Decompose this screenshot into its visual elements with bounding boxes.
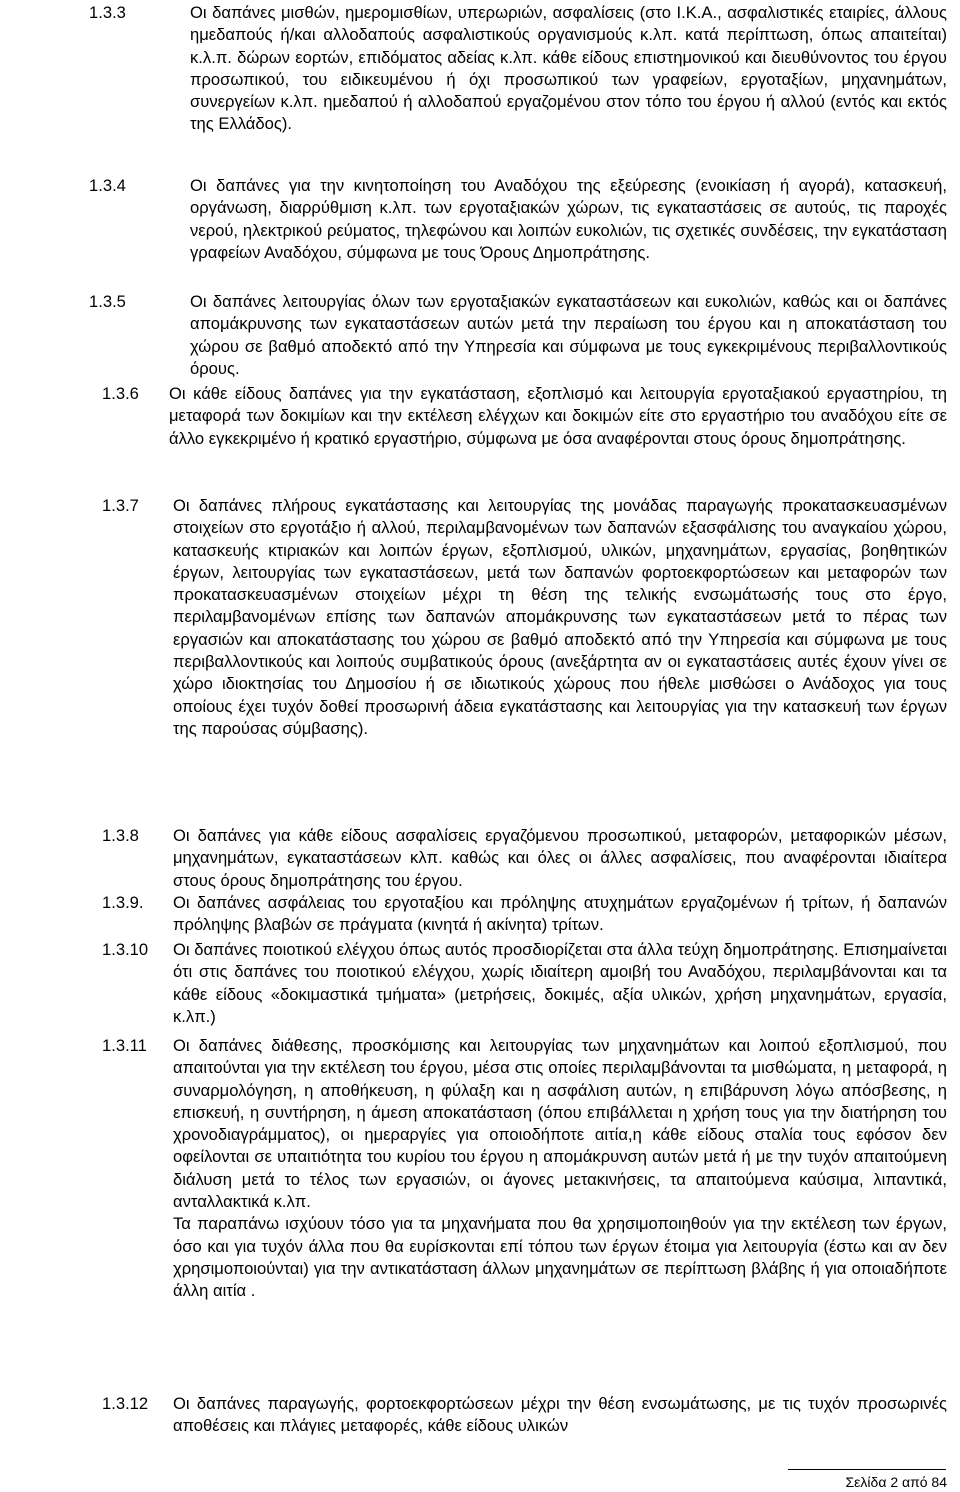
clause-text: Οι δαπάνες ασφάλειας του εργοταξίου και πρόληψης ατυχημάτων εργαζομένων ή τρίτων, ή δαπανών πρόληψης βλαβών σε πράγματα (κινητά ή ακίνητα) τρίτων. xyxy=(173,893,947,935)
clause-number: 1.3.8 xyxy=(102,826,139,845)
clause-text: Οι δαπάνες για την κινητοποίηση του Αναδόχου της εξεύρεσης (ενοικίαση ή αγορά), κατασκευή, οργάνωση, διαρρύθμιση κ.λπ. των εργοταξιακών χώρων, τις εγκαταστάσεις σε αυτούς, τις παροχές νερού, ηλεκτρικού ρεύματος, τηλεφώνου και λοιπών ευκολιών, τις σχετικές συνδέσεις, την εγκατάσταση γραφείων Αναδόχου, σύμφωνα με τους Όρους Δημοπράτησης. xyxy=(190,176,947,262)
clause-number: 1.3.7 xyxy=(102,496,139,515)
clause-text: Οι δαπάνες διάθεσης, προσκόμισης και λειτουργίας των μηχανημάτων και λοιπού εξοπλισμού, που απαιτούνται για την εκτέλεση του έργου, μέσα στις οποίες περιλαμβάνονται τα μισθώματα, η μεταφορά, η συναρμολόγηση, η αποθήκευση, η φύλαξη και η ασφάλιση αυτών, η επιβάρυνση λόγω απόσβεσης, η επισκευή, η συντήρηση, η άμεση αποκατάσταση (όπου επιβάλλεται η χρήση τους για την διατήρηση του χρονοδιαγράμματος), οι ημεραργίες για οποιοδήποτε αιτία,η κάθε είδους σταλία τους εφόσον δεν οφείλονται σε υπαιτιότητα του κυρίου του έργου η απομάκρυνση αυτών μετά ή με την τυχόν απαιτούμενη διάλυση μετά το τέλος των εργασιών, οι άγονες μετακινήσεις, τα απαιτούμενα καύσιμα, λιπαντικά, ανταλλακτικά κ.λπ. Τα παραπάνω ισχύουν τόσο για τα μηχανήματα που θα χρησιμοποιηθούν για την εκτέλεση των έργων, όσο και για τυχόν άλλα που θα ευρίσκονται επί τόπου των έργων έτοιμα για λειτουργία (έστω και αν δεν χρησιμοποιούνται) για την αντικατάσταση άλλων μηχανημάτων σε περίπτωση βλάβης ή για οποιαδήποτε άλλη αιτία . xyxy=(173,1036,947,1301)
clause-text: Οι δαπάνες λειτουργίας όλων των εργοταξιακών εγκαταστάσεων και ευκολιών, καθώς και οι δαπάνες απομάκρυνσης των εγκαταστάσεων αυτών μετά την περαίωση του έργου και η αποκατάσταση του χώρου σε βαθμό αποδεκτό από την Υπηρεσία και σύμφωνα με τους εγκεκριμένους περιβαλλοντικούς όρους. xyxy=(190,292,947,378)
footer-divider xyxy=(788,1469,946,1470)
clause-number: 1.3.12 xyxy=(102,1394,149,1413)
clause-number: 1.3.3 xyxy=(89,3,126,22)
clause-number: 1.3.6 xyxy=(102,384,139,403)
clause-text: Οι δαπάνες ποιοτικού ελέγχου όπως αυτός προσδιορίζεται στα άλλα τεύχη δημοπράτησης. Επισημαίνεται ότι στις δαπάνες του ποιοτικού ελέγχου, χωρίς ιδιαίτερη αμοιβή του Αναδόχου, περιλαμβάνονται και τα κάθε είδους «δοκιμαστικά τμήματα» (μετρήσεις, δοκιμές, αξία υλικών, χρήση μηχανημάτων, εργασία, κ.λπ.) xyxy=(173,940,947,1026)
clause-text: Οι δαπάνες παραγωγής, φορτοεκφορτώσεων μέχρι την θέση ενσωμάτωσης, με τις τυχόν προσωρινές αποθέσεις και πλάγιες μεταφορές, κάθε είδους υλικών xyxy=(173,1394,947,1436)
clause-text: Οι δαπάνες για κάθε είδους ασφαλίσεις εργαζόμενου προσωπικού, μεταφορών, μεταφορικών μέσων, μηχανημάτων, εγκαταστάσεων κλπ. καθώς και όλες οι άλλες ασφαλίσεις, που αναφέρονται ιδιαίτερα στους όρους δημοπράτησης του έργου. xyxy=(173,826,947,890)
clause-number: 1.3.4 xyxy=(89,176,126,195)
clause-number: 1.3.10 xyxy=(102,940,149,959)
clause-text: Οι δαπάνες μισθών, ημερομισθίων, υπερωριών, ασφαλίσεις (στο Ι.Κ.Α., ασφαλιστικές εταιρίες, άλλους ημεδαπούς ή/και αλλοδαπούς ασφαλιστικούς οργανισμούς κ.λπ. κατά περίπτωση, όπως απαιτείται) κ.λ.π. δώρων εορτών, επιδόματος αδείας κ.λπ. κάθε είδους επιστημονικού και διευθύνοντος του έργου προσωπικού, του ειδικευμένου ή όχι προσωπικού των γραφείων, εργοταξίων, μηχανημάτων, συνεργείων κ.λπ. ημεδαπού ή αλλοδαπού εργαζομένου στον τόπο του έργου ή αλλού (εντός και εκτός της Ελλάδος). xyxy=(190,3,947,134)
clause-number: 1.3.11 xyxy=(102,1036,147,1055)
page-number-footer: Σελίδα 2 από 84 xyxy=(845,1474,947,1490)
clause-number: 1.3.9. xyxy=(102,893,144,912)
clause-text: Οι κάθε είδους δαπάνες για την εγκατάσταση, εξοπλισμό και λειτουργία εργοταξιακού εργαστηρίου, τη μεταφορά των δοκιμίων και την εκτέλεση ελέγχων και δοκιμών είτε στο εργαστήριο του αναδόχου είτε σε άλλο εγκεκριμένο ή κρατικό εργαστήριο, σύμφωνα με όσα αναφέρονται στους όρους δημοπράτησης. xyxy=(169,384,947,448)
clause-number: 1.3.5 xyxy=(89,292,126,311)
clause-text: Οι δαπάνες πλήρους εγκατάστασης και λειτουργίας της μονάδας παραγωγής προκατασκευασμένων στοιχείων στο εργοτάξιο ή αλλού, περιλαμβανομένων των δαπανών εξασφάλισης του αναγκαίου χώρου, κατασκευής κτιριακών και λοιπών έργων, εξοπλισμού, υλικών, μηχανημάτων, εργασίας, βοηθητικών έργων, λειτουργίας των εγκαταστάσεων, μετά των δαπανών φορτοεκφορτώσεων και μεταφορών των προκατασκευασμένων στοιχείων μέχρι τη θέση της τελικής ενσωμάτωσής τους στο έργο, περιλαμβανομένων επίσης των δαπανών απομάκρυνσης των εγκαταστάσεων μετά το πέρας των εργασιών και αποκατάστασης του χώρου σε βαθμό αποδεκτό από την Υπηρεσία και σύμφωνα με τους περιβαλλοντικούς και λοιπούς συμβατικούς όρους (ανεξάρτητα αν οι εγκαταστάσεις αυτές έχουν γίνει σε χώρο ιδιοκτησίας του Δημοσίου ή σε ιδιωτικούς χώρους που ήθελε μισθώσει ο Ανάδοχος για τους οποίους έχει τυχόν δοθεί προσωρινή άδεια εγκατάστασης και λειτουργίας για την κατασκευή των έργων της παρούσας σύμβασης). xyxy=(173,496,947,738)
